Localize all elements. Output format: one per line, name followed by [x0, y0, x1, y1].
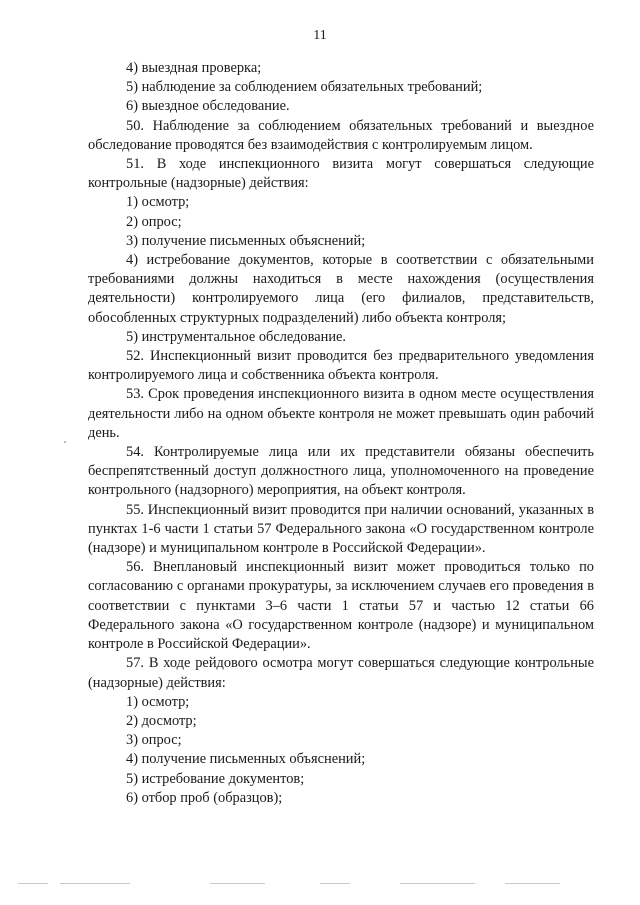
- scan-speck: [60, 883, 130, 884]
- scan-speck: [210, 883, 265, 884]
- list-item: 6) выездное обследование.: [126, 98, 290, 115]
- clause-paragraph: 56. Внеплановый инспекционный визит может проводиться только по согласованию с органами прокуратуры, за исключением случаев его проведения в соответствии с пунктами 3–6 части 1 статьи 57 и частью 12 статьи 66 Федерального закона «О государственном контроле (надзоре) и муниципальном контроле в Российской Федерации».: [88, 559, 594, 653]
- document-body: [88, 59, 594, 808]
- list-item: 4) получение письменных объяснений;: [126, 751, 366, 768]
- scan-speck: [64, 441, 66, 443]
- clause-paragraph: 52. Инспекционный визит проводится без предварительного уведомления контролируемого лица и собственника объекта контроля.: [88, 348, 594, 384]
- list-item: 5) инструментальное обследование.: [126, 328, 347, 345]
- clause-paragraph: 54. Контролируемые лица или их представители обязаны обеспечить беспрепятственный доступ должностного лица, уполномоченного на проведение контрольного (надзорного) мероприятия, на объект контроля.: [88, 444, 594, 499]
- scan-speck: [400, 883, 475, 884]
- list-item: 1) осмотр;: [126, 194, 190, 211]
- scan-speck: [18, 883, 48, 884]
- scan-speck: [320, 883, 350, 884]
- list-item: 5) истребование документов;: [126, 770, 305, 787]
- page-number: 11: [313, 28, 327, 43]
- list-item: 3) опрос;: [126, 732, 182, 749]
- list-item: 2) досмотр;: [126, 712, 197, 729]
- list-item: 2) опрос;: [126, 213, 182, 230]
- clause-paragraph: 4) истребование документов, которые в соответствии с обязательными требованиями должны находиться в месте нахождения (осуществления деятельности) контролируемого лица (его филиалов, представительств, обособленных структурных подразделений) либо объекта контроля;: [88, 252, 594, 326]
- clause-paragraph: 50. Наблюдение за соблюдением обязательных требований и выездное обследование проводятся без взаимодействия с контролируемым лицом.: [88, 117, 594, 153]
- list-item: 1) осмотр;: [126, 693, 190, 710]
- list-item: 5) наблюдение за соблюдением обязательных требований;: [126, 79, 483, 96]
- scan-speck: [505, 883, 560, 884]
- clause-paragraph: 55. Инспекционный визит проводится при наличии оснований, указанных в пунктах 1-6 части 1 статьи 57 Федерального закона «О государственном контроле (надзоре) и муниципальном контроле в Российской Федерации».: [88, 501, 594, 557]
- clause-paragraph: 51. В ходе инспекционного визита могут совершаться следующие контрольные (надзорные) действия:: [88, 156, 594, 192]
- list-item: 6) отбор проб (образцов);: [126, 789, 283, 806]
- scan-artifacts: [0, 880, 640, 890]
- list-item: 4) выездная проверка;: [126, 60, 262, 76]
- clause-paragraph: 57. В ходе рейдового осмотра могут совершаться следующие контрольные (надзорные) действия:: [88, 655, 594, 691]
- list-item: 3) получение письменных объяснений;: [126, 232, 366, 249]
- clause-paragraph: 53. Срок проведения инспекционного визита в одном месте осуществления деятельности либо на одном объекте контроля не может превышать один рабочий день.: [88, 386, 594, 441]
